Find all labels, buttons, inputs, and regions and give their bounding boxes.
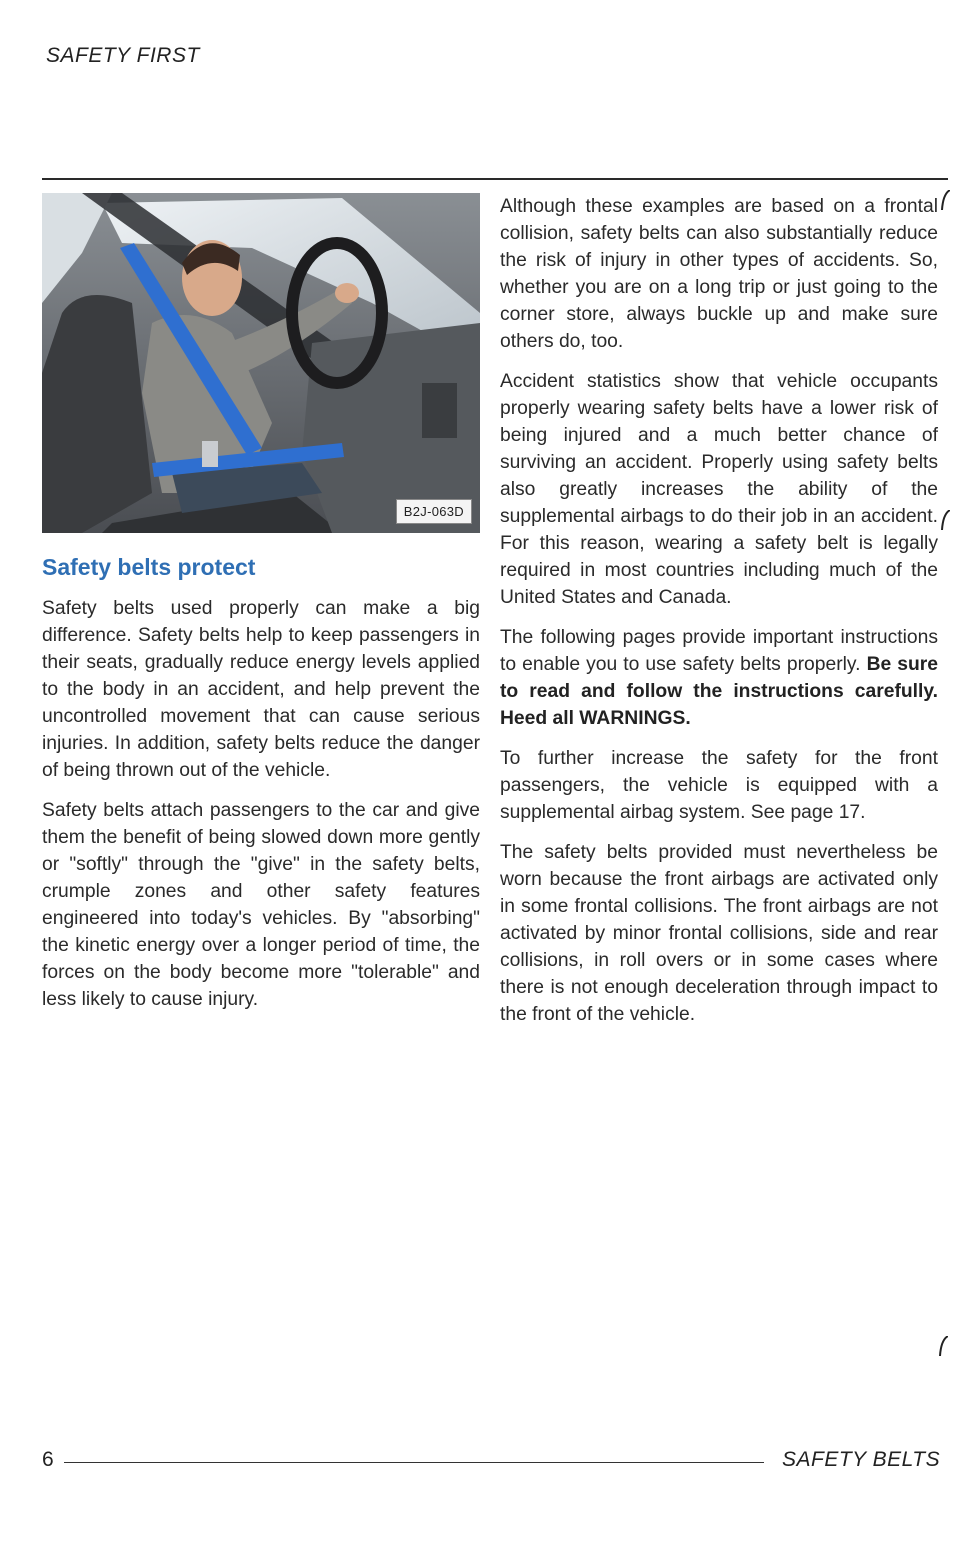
right-column: [500, 193, 938, 1041]
right-paragraph-2: Accident statistics show that vehicle occupants properly wearing safety belts have a lower risk of being injured and a much better chance of surviving an accident. Properly using safety belts also greatly increases the ability of the supplemental airbags to do their job in an accident. For this reason, wearing a safety belt is legally required in most countries including much of the United States and Canada.: [500, 371, 938, 608]
page-header-title: SAFETY FIRST: [46, 44, 200, 67]
right-paragraph-5: The safety belts provided must nevertheless be worn because the front airbags are activated only in some frontal collisions. The front airbags are not activated by minor frontal collisions, side and rear collisions, in roll overs or in some cases where there is not enough deceleration through impact to the front of the vehicle.: [500, 842, 938, 1025]
figure-reference-code: B2J-063D: [396, 499, 472, 524]
safety-belt-illustration: [42, 193, 480, 533]
right-paragraph-1: Although these examples are based on a frontal collision, safety belts can also substantially reduce the risk of injury in other types of accidents. So, whether you are on a long trip or just going to the corner store, always buckle up and make sure others do, too.: [500, 196, 938, 352]
footer-section-label: SAFETY BELTS: [782, 1448, 941, 1471]
left-paragraph-1: Safety belts used properly can make a big difference. Safety belts help to keep passengers in their seats, gradually reduce energy levels applied to the body in an accident, and help prevent the uncontrolled movement that can cause serious injuries. In addition, safety belts reduce the danger of being thrown out of the vehicle.: [42, 598, 480, 781]
warning-text: Be sure to read and follow the instructions carefully. Heed all WARNINGS.: [500, 654, 939, 729]
left-column: [42, 552, 480, 1026]
scan-mark: [938, 1336, 948, 1356]
section-heading: Safety belts protect: [42, 554, 256, 580]
right-paragraph-4: To further increase the safety for the front passengers, the vehicle is equipped with a supplemental airbag system. See page 17.: [500, 748, 938, 823]
instructions-text: The following pages provide important instructions to enable you to use safety belts properly.: [500, 627, 938, 675]
left-paragraph-2: Safety belts attach passengers to the car and give them the benefit of being slowed down more gently or "softly" through the "give" in the safety belts, crumple zones and other safety features engineered into today's vehicles. By "absorbing" the kinetic energy over a longer period of time, the forces on the body become more "tolerable" and less likely to cause injury.: [42, 800, 480, 1010]
right-paragraph-3: [500, 624, 938, 732]
scan-mark: [940, 510, 950, 530]
scan-mark: [940, 190, 950, 210]
driver-illustration-svg: [42, 193, 480, 533]
top-divider: [42, 178, 948, 180]
page-number: 6: [42, 1448, 54, 1471]
footer-divider: [64, 1462, 764, 1463]
